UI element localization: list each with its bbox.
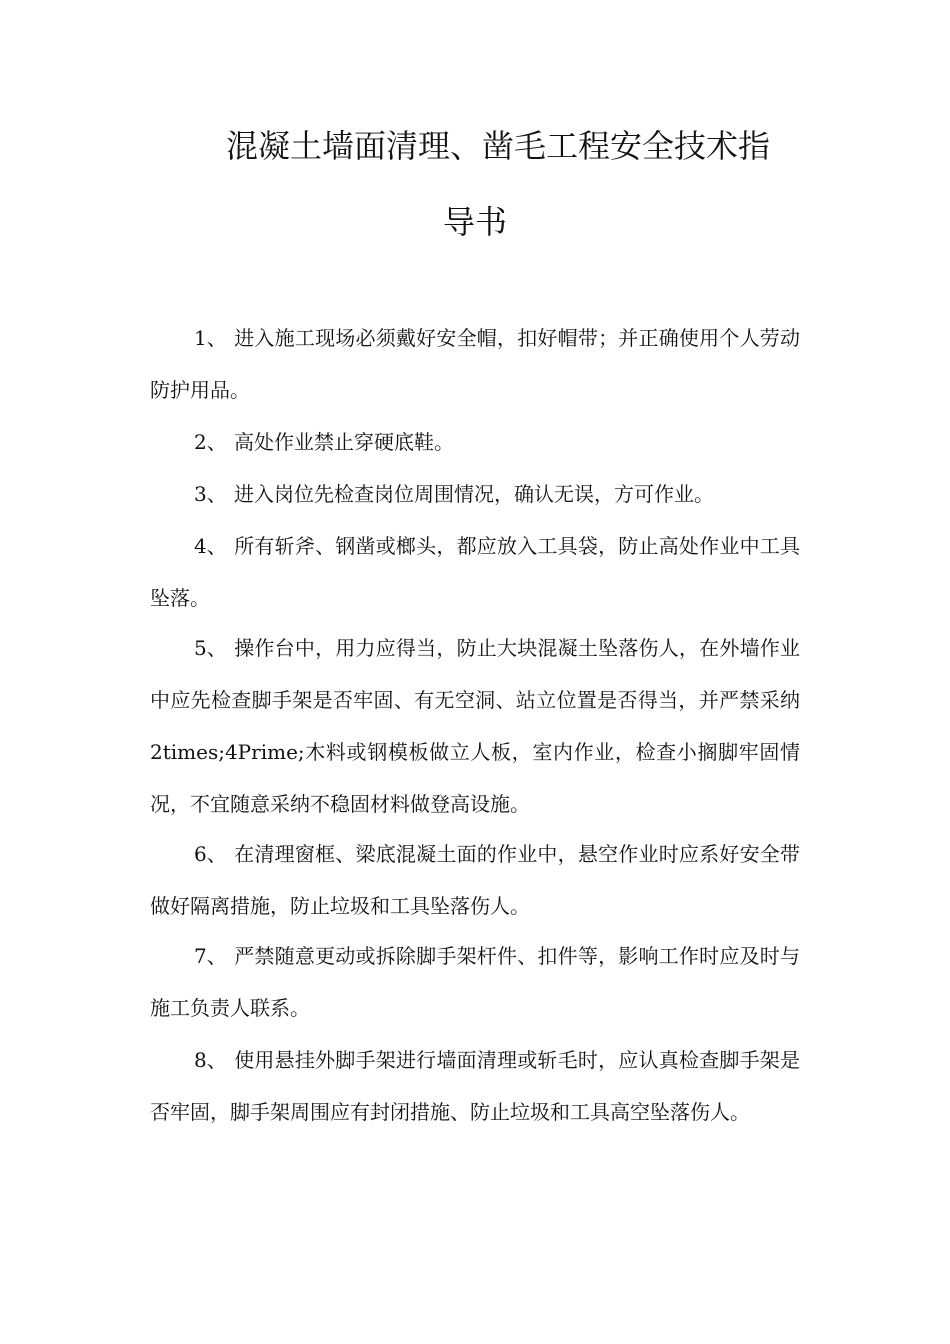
list-item-4 — [150, 520, 800, 624]
item-text: 操作台中，用力应得当，防止大块混凝土坠落伤人，在外墙作业 中应先检查脚手架是否牢固、有无空洞、站立位置是否得当，并严禁采纳 2times;4Prime;木料或钢模板做立人板，室内作业，检查小搁脚牢固情况，不宜随意采纳不稳固材料做登高设施。 — [150, 636, 800, 816]
list-item-1 — [150, 312, 800, 416]
item-text: 使用悬挂外脚手架进行墙面清理或斩毛时，应认真检查脚手架是否牢固，脚手架周围应有封闭措施、防止垃圾和工具高空坠落伤人。 — [150, 1048, 800, 1124]
list-item-3 — [150, 468, 800, 520]
document-title-line-2: 导书 — [442, 203, 507, 241]
list-item-7 — [150, 930, 800, 1034]
item-text: 严禁随意更动或拆除脚手架杆件、扣件等，影响工作时应及时与施工负责人联系。 — [150, 944, 800, 1020]
item-number: 3、 — [194, 482, 227, 506]
list-item-2 — [150, 416, 800, 468]
item-number: 1、 — [194, 326, 227, 350]
list-item-5 — [150, 622, 800, 830]
item-text: 在清理窗框、梁底混凝土面的作业中，悬空作业时应系好安全带做好隔离措施，防止垃圾和工具坠落伤人。 — [150, 842, 800, 918]
item-number: 8、 — [194, 1048, 227, 1072]
item-text: 高处作业禁止穿硬底鞋。 — [234, 430, 454, 454]
item-number: 7、 — [194, 944, 227, 968]
item-number: 2、 — [194, 430, 227, 454]
list-item-6 — [150, 828, 800, 932]
item-number: 4、 — [194, 534, 227, 558]
list-item-8 — [150, 1034, 800, 1138]
item-text: 所有斩斧、钢凿或榔头，都应放入工具袋，防止高处作业中工具坠落。 — [150, 534, 800, 610]
item-number: 5、 — [194, 636, 227, 660]
item-text: 进入岗位先检查岗位周围情况，确认无误，方可作业。 — [234, 482, 714, 506]
item-number: 6、 — [194, 842, 227, 866]
document-title-line-1: 混凝土墙面清理、凿毛工程安全技术指 — [226, 127, 771, 165]
item-text: 进入施工现场必须戴好安全帽，扣好帽带；并正确使用个人劳动防护用品。 — [150, 326, 800, 402]
